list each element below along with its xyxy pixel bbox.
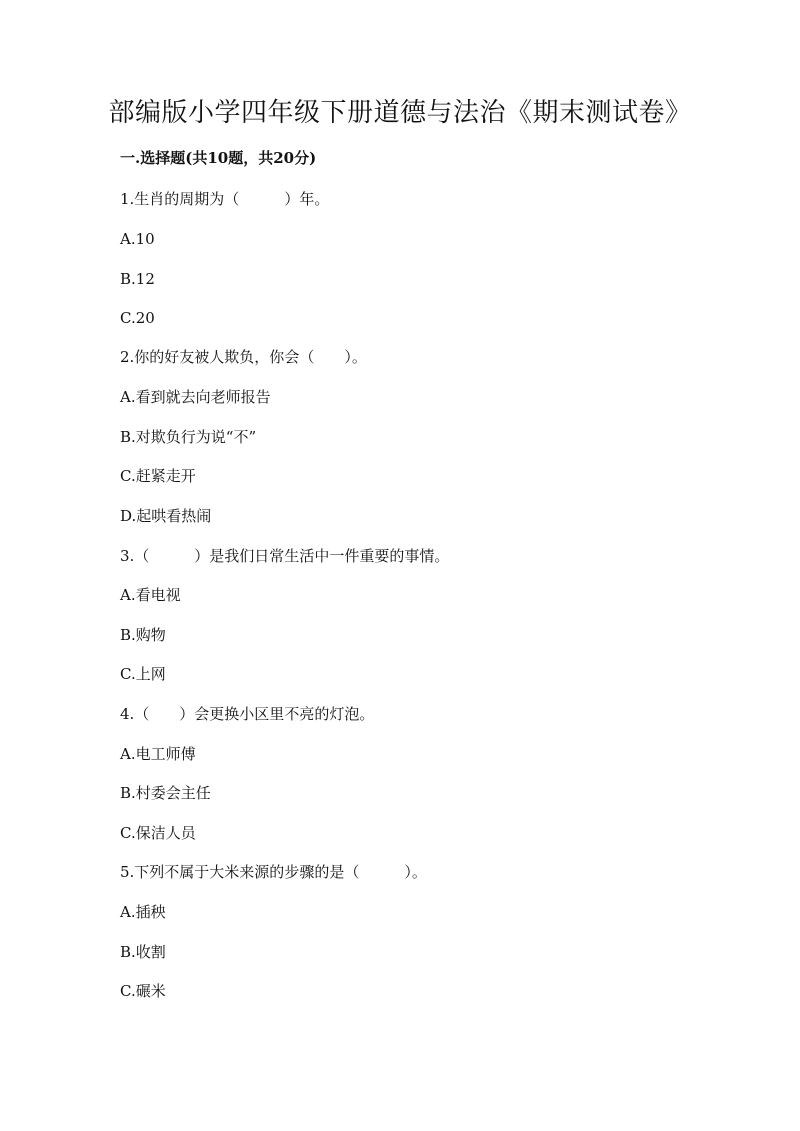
question-5-option-b: B.收割 bbox=[120, 943, 166, 961]
section-heading: 一.选择题(共10题，共20分) bbox=[120, 149, 317, 167]
document-title: 部编版小学四年级下册道德与法治《期末测试卷》 bbox=[108, 98, 692, 128]
question-1-option-a: A.10 bbox=[120, 230, 155, 248]
question-2-stem: 2.你的好友被人欺负，你会（ ）。 bbox=[120, 348, 367, 366]
question-2-option-c: C.赶紧走开 bbox=[120, 467, 196, 485]
question-4-option-a: A.电工师傅 bbox=[120, 745, 196, 763]
question-1-option-b: B.12 bbox=[120, 270, 155, 288]
question-4-option-c: C.保洁人员 bbox=[120, 824, 196, 842]
question-5-option-a: A.插秧 bbox=[120, 903, 166, 921]
question-4-option-b: B.村委会主任 bbox=[120, 784, 211, 802]
question-3-option-b: B.购物 bbox=[120, 626, 166, 644]
question-2-option-b: B.对欺负行为说“不” bbox=[120, 428, 257, 446]
question-5-stem: 5.下列不属于大米来源的步骤的是（ ）。 bbox=[120, 863, 427, 881]
question-1-stem: 1.生肖的周期为（ ）年。 bbox=[120, 190, 330, 208]
question-3-stem: 3.（ ）是我们日常生活中一件重要的事情。 bbox=[120, 547, 450, 565]
question-1-option-c: C.20 bbox=[120, 309, 155, 327]
question-5-option-c: C.碾米 bbox=[120, 982, 166, 1000]
question-2-option-d: D.起哄看热闹 bbox=[120, 507, 212, 525]
question-2-option-a: A.看到就去向老师报告 bbox=[120, 388, 271, 406]
question-3-option-c: C.上网 bbox=[120, 665, 166, 683]
question-3-option-a: A.看电视 bbox=[120, 586, 181, 604]
question-4-stem: 4.（ ）会更换小区里不亮的灯泡。 bbox=[120, 705, 375, 723]
